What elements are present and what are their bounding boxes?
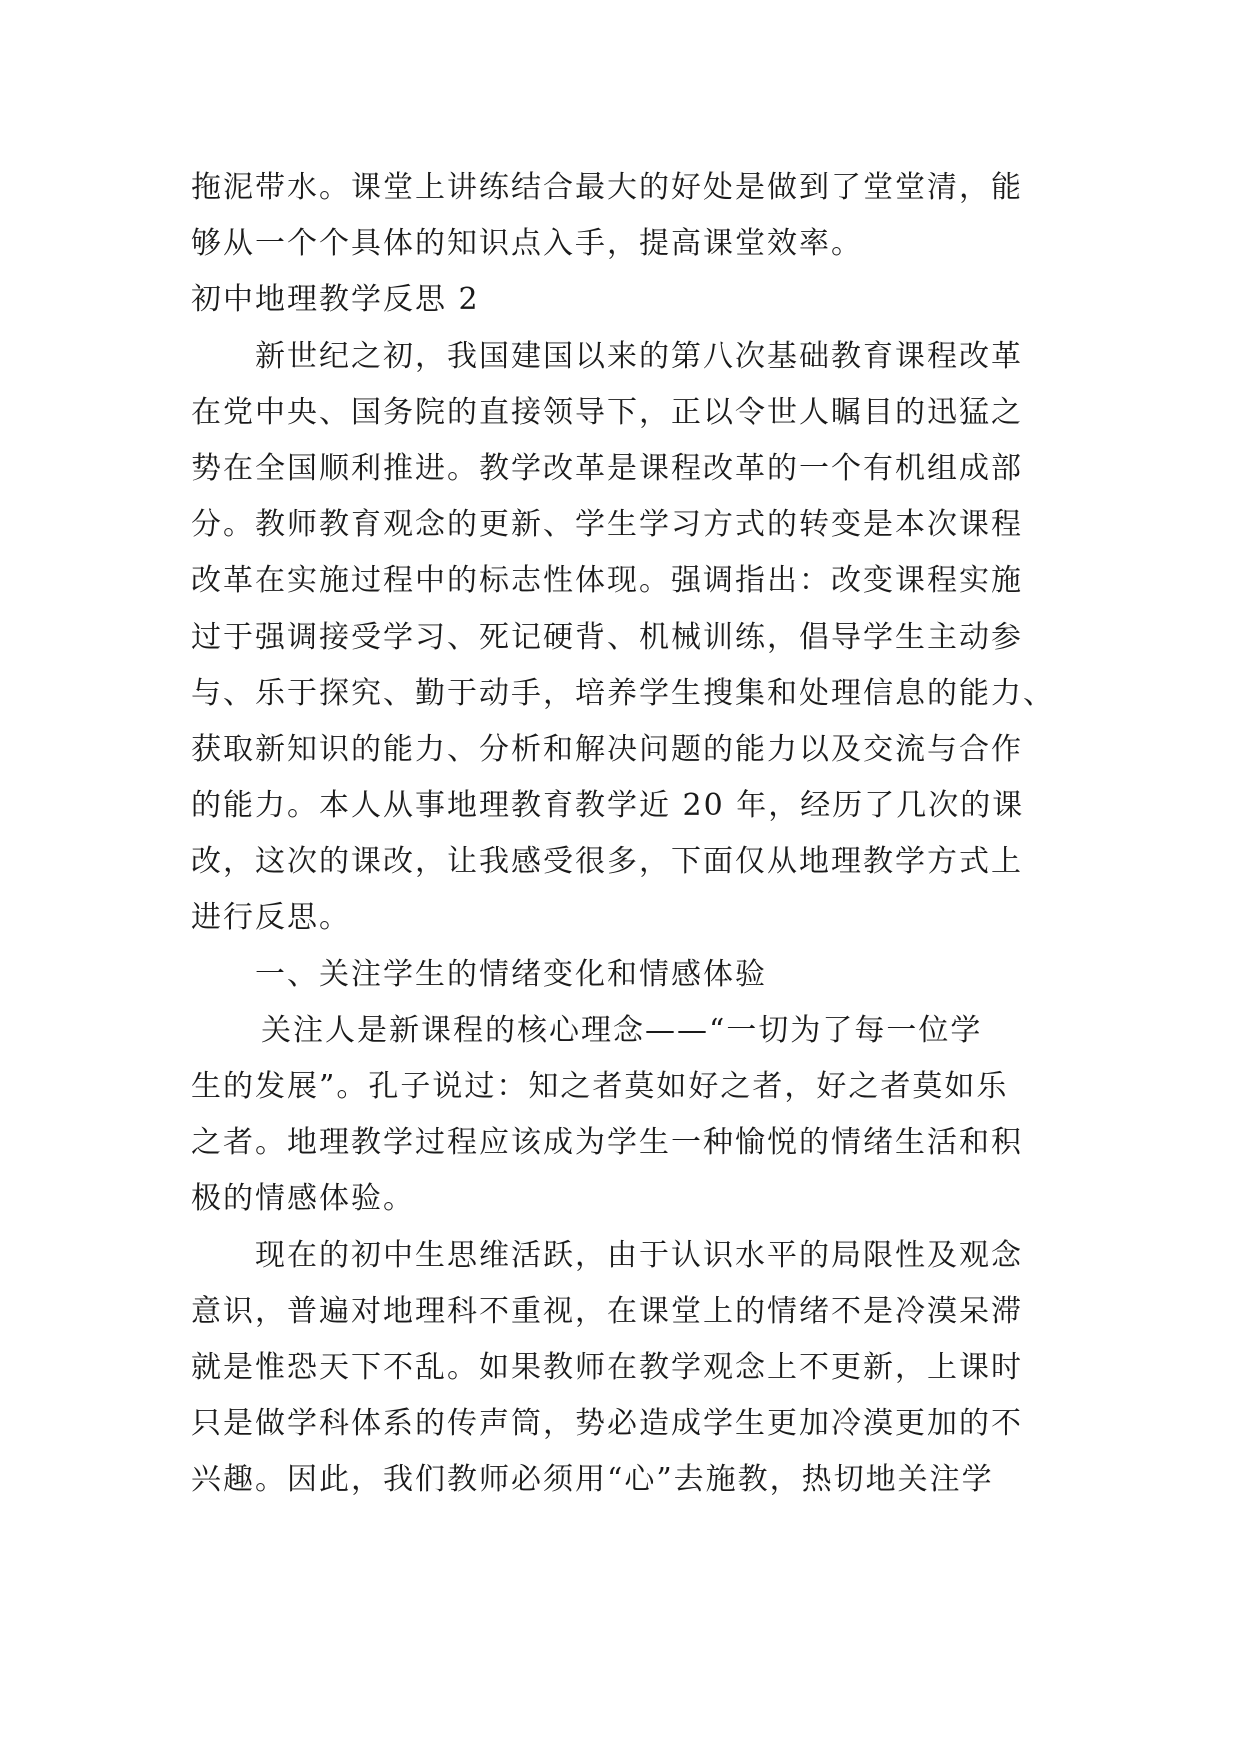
section-heading: 初中地理教学反思 2 — [191, 282, 480, 318]
text-line: 只是做学科体系的传声筒，势必造成学生更加冷漠更加的不 — [191, 1406, 1023, 1442]
text-line: 意识，普遍对地理科不重视，在课堂上的情绪不是冷漠呆滞 — [191, 1293, 1023, 1329]
text-line: 够从一个个具体的知识点入手，提高课堂效率。 — [191, 226, 863, 262]
text-line: 改，这次的课改，让我感受很多，下面仅从地理教学方式上 — [191, 844, 1023, 880]
text-line: 就是惟恐天下不乱。如果教师在教学观念上不更新，上课时 — [191, 1349, 1023, 1385]
text-line: 新世纪之初，我国建国以来的第八次基础教育课程改革 — [255, 338, 1023, 374]
text-line: 与、乐于探究、勤于动手，培养学生搜集和处理信息的能力、 — [191, 675, 1055, 711]
text-line: 过于强调接受学习、死记硬背、机械训练，倡导学生主动参 — [191, 619, 1023, 655]
text-line: 关注人是新课程的核心理念——“一切为了每一位学 — [261, 1012, 983, 1048]
text-line: 在党中央、国务院的直接领导下，正以令世人瞩目的迅猛之 — [191, 394, 1023, 430]
text-line: 极的情感体验。 — [191, 1181, 415, 1217]
text-line: 生的发展”。孔子说过：知之者莫如好之者，好之者莫如乐 — [191, 1069, 1009, 1104]
text-line: 进行反思。 — [191, 900, 351, 936]
subsection-heading: 一、关注学生的情绪变化和情感体验 — [255, 956, 767, 992]
text-line: 的能力。本人从事地理教育教学近 20 年，经历了几次的课 — [191, 788, 1025, 824]
text-line: 现在的初中生思维活跃，由于认识水平的局限性及观念 — [255, 1237, 1023, 1273]
text-line: 获取新知识的能力、分析和解决问题的能力以及交流与合作 — [191, 731, 1023, 767]
document-body — [191, 160, 1055, 1509]
text-line: 兴趣。因此，我们教师必须用“心”去施教，热切地关注学 — [191, 1462, 994, 1498]
text-line: 改革在实施过程中的标志性体现。强调指出：改变课程实施 — [191, 563, 1023, 599]
text-line: 之者。地理教学过程应该成为学生一种愉悦的情绪生活和积 — [191, 1125, 1023, 1161]
text-line: 拖泥带水。课堂上讲练结合最大的好处是做到了堂堂清，能 — [191, 170, 1023, 205]
text-line: 分。教师教育观念的更新、学生学习方式的转变是本次课程 — [191, 507, 1023, 543]
text-line: 势在全国顺利推进。教学改革是课程改革的一个有机组成部 — [191, 450, 1023, 486]
